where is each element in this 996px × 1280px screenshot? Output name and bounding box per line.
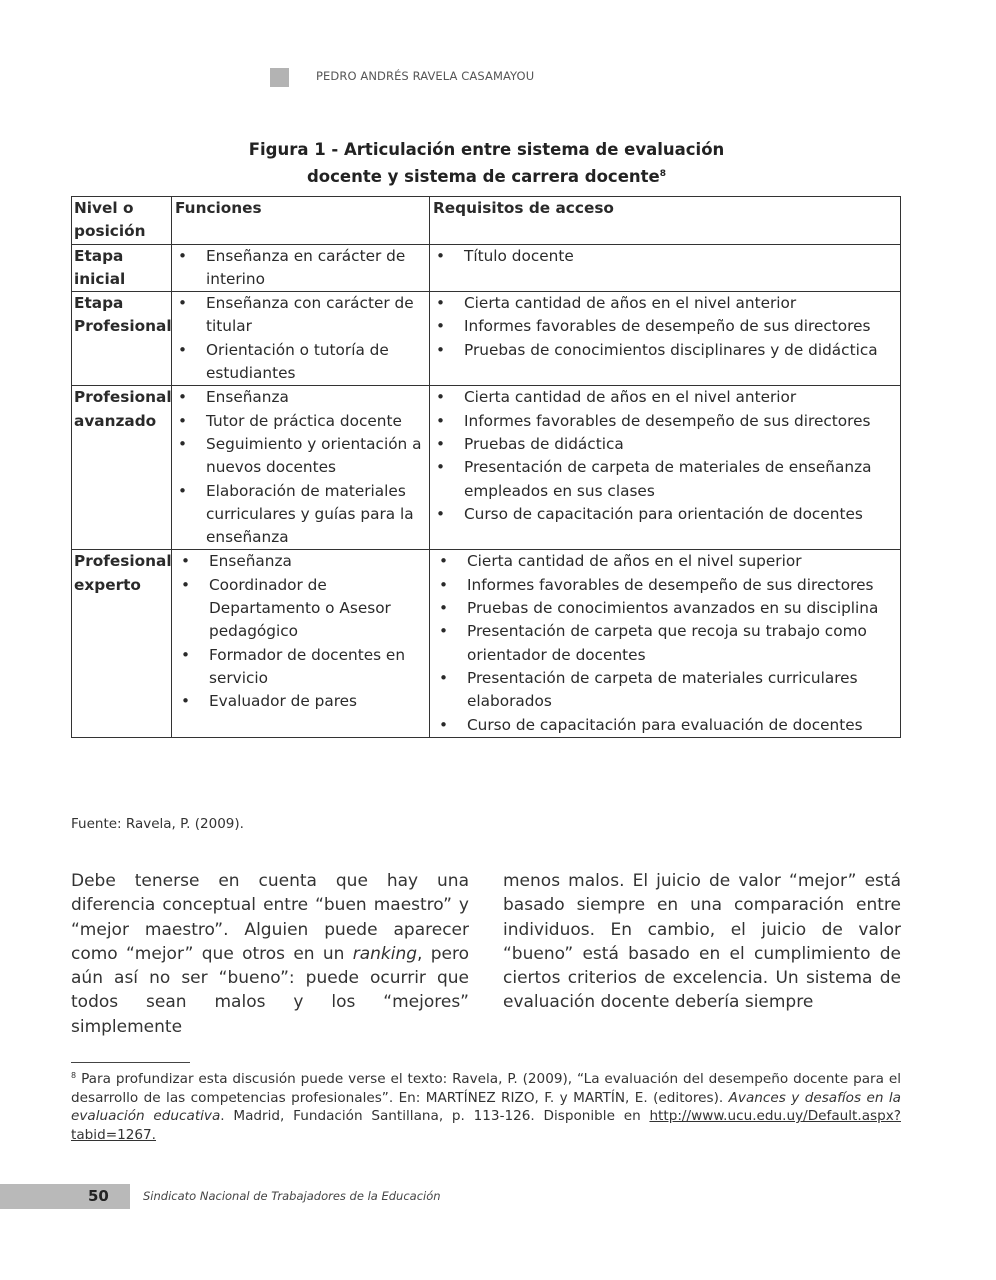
function-item: • Orientación o tutoría de estudiantes — [175, 339, 429, 386]
function-item: • Seguimiento y orientación a nuevos docentes — [175, 433, 429, 480]
row-level-label: Etapa inicial — [72, 244, 172, 292]
header-nivel: Nivel o posición — [72, 197, 172, 245]
career-table — [71, 196, 901, 738]
figure-title-line2-text: docente y sistema de carrera docente — [307, 167, 660, 186]
requirement-item: • Título docente — [433, 245, 900, 268]
table-row — [72, 244, 901, 292]
body-column-right: menos malos. El juicio de valor “mejor” está basado siempre en una comparación entre individuos. En cambio, el juicio de valor “bueno” está basado en el cumplimiento de ciertos criterios de excelencia. Un sistema de evaluación docente debería siempre — [503, 871, 901, 1013]
footnote-text-b: . Madrid, Fundación Santillana, p. 113-126. Disponible en — [220, 1108, 650, 1125]
requirement-item: • Pruebas de didáctica — [433, 433, 900, 456]
table-row — [72, 550, 901, 737]
body-left-text-b: , pero aún así no ser “bueno”: puede ocurrir que todos sean malos y los “mejores” simplemente — [71, 943, 469, 1037]
function-item: • Evaluador de pares — [175, 690, 429, 713]
body-column-left — [71, 869, 469, 1039]
requirement-item: • Presentación de carpeta que recoja su trabajo como orientador de docentes — [433, 620, 900, 667]
footnote-italic-title: Avances y desafíos en la evaluación educativa — [71, 1089, 901, 1125]
function-item: • Formador de docentes en servicio — [175, 644, 429, 691]
table-header-row — [72, 197, 901, 245]
figure-footnote-ref: 8 — [659, 169, 666, 179]
requirement-item: • Informes favorables de desempeño de sus directores — [433, 410, 900, 433]
figure-title-line1: Figura 1 - Articulación entre sistema de evaluación — [248, 140, 725, 159]
figure-title-line2 — [72, 162, 901, 189]
requirements-cell — [430, 550, 901, 737]
body-left-italic: ranking — [352, 943, 418, 964]
function-item: • Enseñanza en carácter de interino — [175, 245, 429, 292]
function-item: • Enseñanza con carácter de titular — [175, 292, 429, 339]
footnote-rule — [71, 1062, 190, 1063]
header-square-decoration — [270, 68, 289, 87]
requirements-cell — [430, 292, 901, 386]
requirement-item: • Cierta cantidad de años en el nivel anterior — [433, 292, 900, 315]
requirement-item: • Informes favorables de desempeño de sus directores — [433, 315, 900, 338]
footnote-number: 8 — [71, 1071, 77, 1080]
functions-cell — [172, 386, 430, 550]
footnote-text-a: Para profundizar esta discusión puede verse el texto: Ravela, P. (2009), “La evaluación del desempeño docente para el desarrollo de las competencias profesionales”. En: MARTÍNEZ RIZO, F. y MARTÍN, E. (editores). — [71, 1071, 901, 1106]
footer-bar — [0, 1184, 130, 1209]
figure-source: Fuente: Ravela, P. (2009). — [71, 816, 244, 832]
requirements-cell — [430, 244, 901, 292]
header-requisitos: Requisitos de acceso — [430, 197, 901, 245]
functions-cell — [172, 292, 430, 386]
row-level-label: Etapa Profesional — [72, 292, 172, 386]
requirement-item: • Cierta cantidad de años en el nivel anterior — [433, 386, 900, 409]
header-funciones: Funciones — [172, 197, 430, 245]
function-item: • Tutor de práctica docente — [175, 410, 429, 433]
requirement-item: • Informes favorables de desempeño de sus directores — [433, 574, 900, 597]
requirement-item: • Cierta cantidad de años en el nivel superior — [433, 550, 900, 573]
figure-title — [72, 138, 901, 189]
footnote — [71, 1067, 901, 1144]
table-row — [72, 386, 901, 550]
functions-cell — [172, 550, 430, 737]
running-header-author: PEDRO ANDRÉS RAVELA CASAMAYOU — [316, 69, 535, 83]
footnote-link[interactable]: http://www.ucu.edu.uy/Default.aspx?tabid=1267. — [71, 1108, 901, 1143]
page-number: 50 — [88, 1187, 109, 1205]
body-left-text-a: Debe tenerse en cuenta que hay una diferencia conceptual entre “buen maestro” y “mejor maestro”. Alguien puede aparecer como “mejor” que otros en un — [71, 871, 469, 964]
function-item: • Enseñanza — [175, 386, 429, 409]
table-row — [72, 292, 901, 386]
function-item: • Elaboración de materiales curriculares y guías para la enseñanza — [175, 480, 429, 550]
function-item: • Coordinador de Departamento o Asesor pedagógico — [175, 574, 429, 644]
requirement-item: • Presentación de carpeta de materiales curriculares elaborados — [433, 667, 900, 714]
requirement-item: • Curso de capacitación para orientación de docentes — [433, 503, 900, 526]
requirement-item: • Curso de capacitación para evaluación de docentes — [433, 714, 900, 737]
requirement-item: • Pruebas de conocimientos avanzados en su disciplina — [433, 597, 900, 620]
function-item: • Enseñanza — [175, 550, 429, 573]
footer-journal: Sindicato Nacional de Trabajadores de la Educación — [143, 1189, 441, 1203]
requirement-item: • Pruebas de conocimientos disciplinares y de didáctica — [433, 339, 900, 362]
requirement-item: • Presentación de carpeta de materiales de enseñanza empleados en sus clases — [433, 456, 900, 503]
requirements-cell — [430, 386, 901, 550]
row-level-label: Profesional avanzado — [72, 386, 172, 550]
functions-cell — [172, 244, 430, 292]
row-level-label: Profesional experto — [72, 550, 172, 737]
